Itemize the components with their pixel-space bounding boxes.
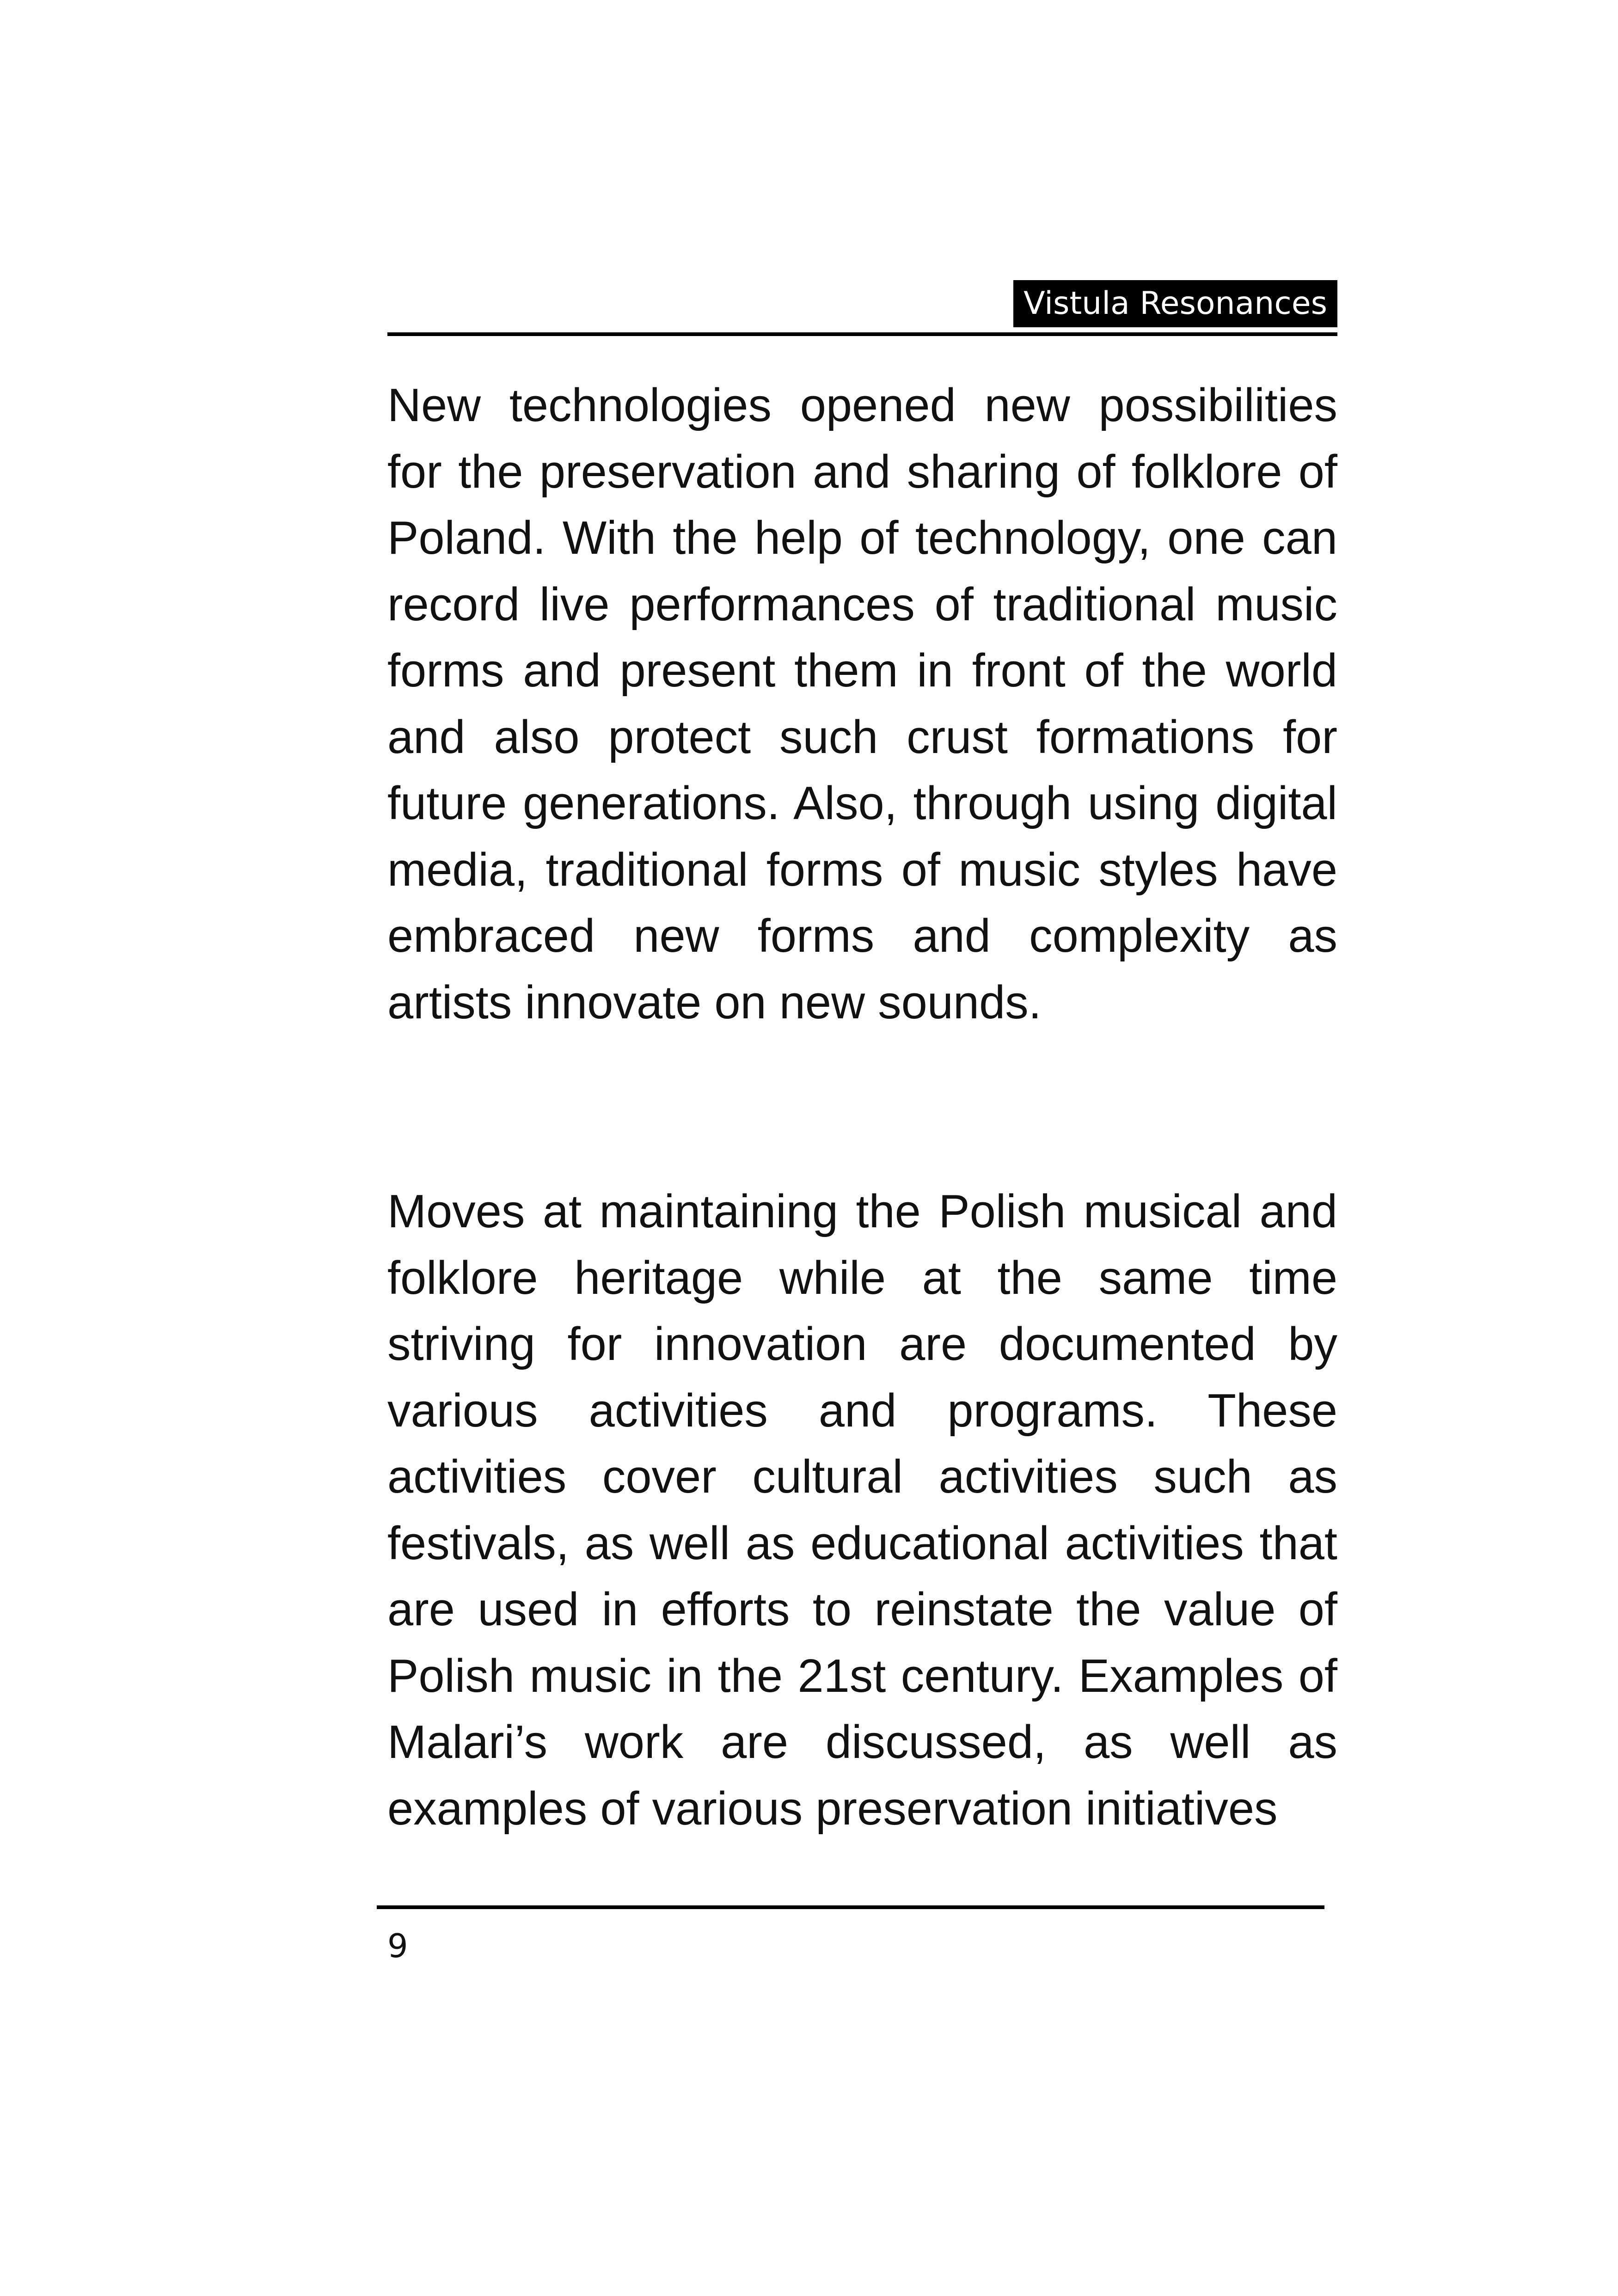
body-paragraph-2: Moves at maintaining the Polish musical and folklore heritage while at the same time striving for innovation are documented by various activities and programs. These activities cover cultural activities such as festivals, as well as educational activities that are used in efforts to reinstate the value of Polish music in the 21st century. Examples of Malari’s work are discussed, as well as examples of various preservation initiatives: [387, 1186, 1337, 1835]
header-divider: [387, 332, 1337, 336]
running-header: [387, 280, 1337, 340]
running-title: Vistula Resonances: [1013, 280, 1337, 327]
body-paragraph-1: New technologies opened new possibilities for the preservation and sharing of folklore of Poland. With the help of technology, one can record live performances of traditional music forms and present them in front of the world and also protect such crust formations for future generations. Also, through using digital media, traditional forms of music styles have embraced new forms and complexity as artists innovate on new sounds.: [387, 380, 1337, 1029]
footer-divider: [377, 1905, 1324, 1909]
page-number: 9: [387, 1927, 408, 1965]
